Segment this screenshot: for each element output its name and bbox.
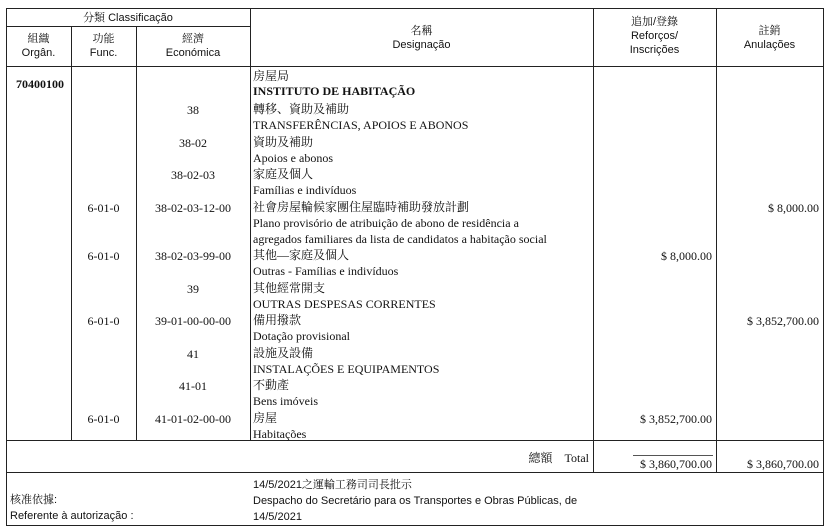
row-desig-zh: 轉移、資助及補助 xyxy=(253,102,350,116)
row-econ: 41-01 xyxy=(179,379,207,393)
footer-label-pt: Referente à autorização : xyxy=(10,510,134,522)
rule-total-bottom xyxy=(6,472,824,473)
row-desig-zh: 不動產 xyxy=(253,378,290,392)
row-reforco: $ 8,000.00 xyxy=(661,249,712,263)
row-desig-pt: TRANSFERÊNCIAS, APOIOS E ABONOS xyxy=(253,118,469,132)
row-desig-pt: Habitações xyxy=(253,427,307,441)
header-reforco-pt2: Inscrições xyxy=(629,44,680,56)
row-desig-zh: 房屋 xyxy=(253,411,278,425)
row-desig-zh: 其他經常開支 xyxy=(253,281,326,295)
rule-classificacao xyxy=(6,26,250,27)
total-anul: $ 3,860,700.00 xyxy=(747,457,819,471)
row-econ: 38-02-03-12-00 xyxy=(155,201,231,215)
rule-header-bottom xyxy=(6,66,824,67)
row-econ: 39 xyxy=(187,282,199,296)
row-desig-pt2: agregados familiares da lista de candidatos a habitação social xyxy=(253,232,547,246)
row-desig-zh: 房屋局 xyxy=(253,69,290,83)
rule-top xyxy=(6,8,824,9)
rule-bottom xyxy=(6,525,824,526)
header-reforco-pt1: Reforços/ xyxy=(630,30,679,42)
row-func: 6-01-0 xyxy=(87,314,120,328)
rule-econ xyxy=(250,8,251,441)
row-econ: 41-01-02-00-00 xyxy=(155,412,231,426)
row-econ: 38-02 xyxy=(179,136,207,150)
row-desig-pt: Apoios e abonos xyxy=(253,151,333,165)
row-econ: 38-02-03-99-00 xyxy=(155,249,231,263)
row-desig-zh: 設施及設備 xyxy=(253,346,314,360)
organ-code: 70400100 xyxy=(16,77,64,91)
row-func: 6-01-0 xyxy=(87,412,120,426)
rule-organ xyxy=(71,26,72,441)
row-econ: 41 xyxy=(187,347,199,361)
row-reforco: $ 3,852,700.00 xyxy=(640,412,712,426)
header-anul-pt: Anulações xyxy=(743,39,796,51)
rule-desig xyxy=(593,8,594,473)
row-desig-pt: INSTITUTO DE HABITAÇÃO xyxy=(253,84,416,98)
row-func: 6-01-0 xyxy=(87,201,120,215)
footer-label-zh: 核准依據: xyxy=(10,494,58,506)
row-desig-zh: 資助及補助 xyxy=(253,135,314,149)
row-func: 6-01-0 xyxy=(87,249,120,263)
row-desig-pt: Famílias e indivíduos xyxy=(253,183,357,197)
header-econ-pt: Económica xyxy=(165,47,221,59)
footer-line3: 14/5/2021 xyxy=(253,511,302,523)
footer-line1: 14/5/2021之運輸工務司司長批示 xyxy=(253,479,412,491)
row-desig-pt: OUTRAS DESPESAS CORRENTES xyxy=(253,297,436,311)
header-organ-zh: 組織 xyxy=(27,33,50,45)
header-func-zh: 功能 xyxy=(92,33,115,45)
rule-reforco xyxy=(716,8,717,473)
footer-line2: Despacho do Secretário para os Transportes e Obras Públicas, de xyxy=(253,495,578,507)
row-desig-zh: 家庭及個人 xyxy=(253,167,314,181)
header-desig-zh: 名稱 xyxy=(410,25,433,37)
header-func-pt: Func. xyxy=(89,47,118,59)
header-classificacao: 分類 Classificação xyxy=(83,12,173,24)
rule-left xyxy=(6,8,7,526)
total-reforco: $ 3,860,700.00 xyxy=(640,457,712,471)
header-anul-zh: 註銷 xyxy=(758,25,781,37)
row-desig-zh: 其他—家庭及個人 xyxy=(253,248,350,262)
header-organ-pt: Orgân. xyxy=(21,47,56,59)
row-econ: 38 xyxy=(187,103,199,117)
total-label: 總額 Total xyxy=(528,451,589,465)
row-anul: $ 8,000.00 xyxy=(768,201,819,215)
header-desig-pt: Designação xyxy=(392,39,451,51)
rule-body-bottom xyxy=(6,440,824,441)
header-reforco-zh: 追加/登錄 xyxy=(630,16,679,28)
row-anul: $ 3,852,700.00 xyxy=(747,314,819,328)
header-econ-zh: 經濟 xyxy=(182,33,204,45)
row-desig-pt: Bens imóveis xyxy=(253,394,318,408)
rule-right xyxy=(823,8,824,526)
row-desig-zh: 社會房屋輪候家團住屋臨時補助發放計劃 xyxy=(253,200,470,214)
row-desig-pt: Outras - Famílias e indivíduos xyxy=(253,264,399,278)
row-desig-pt: Dotação provisional xyxy=(253,329,350,343)
row-desig-pt: INSTALAÇÕES E EQUIPAMENTOS xyxy=(253,362,440,376)
row-desig-pt: Plano provisório de atribuição de abono de residência a xyxy=(253,216,519,230)
row-econ: 39-01-00-00-00 xyxy=(155,314,231,328)
row-econ: 38-02-03 xyxy=(171,168,215,182)
row-desig-zh: 備用撥款 xyxy=(253,313,302,327)
budget-table xyxy=(6,8,824,526)
